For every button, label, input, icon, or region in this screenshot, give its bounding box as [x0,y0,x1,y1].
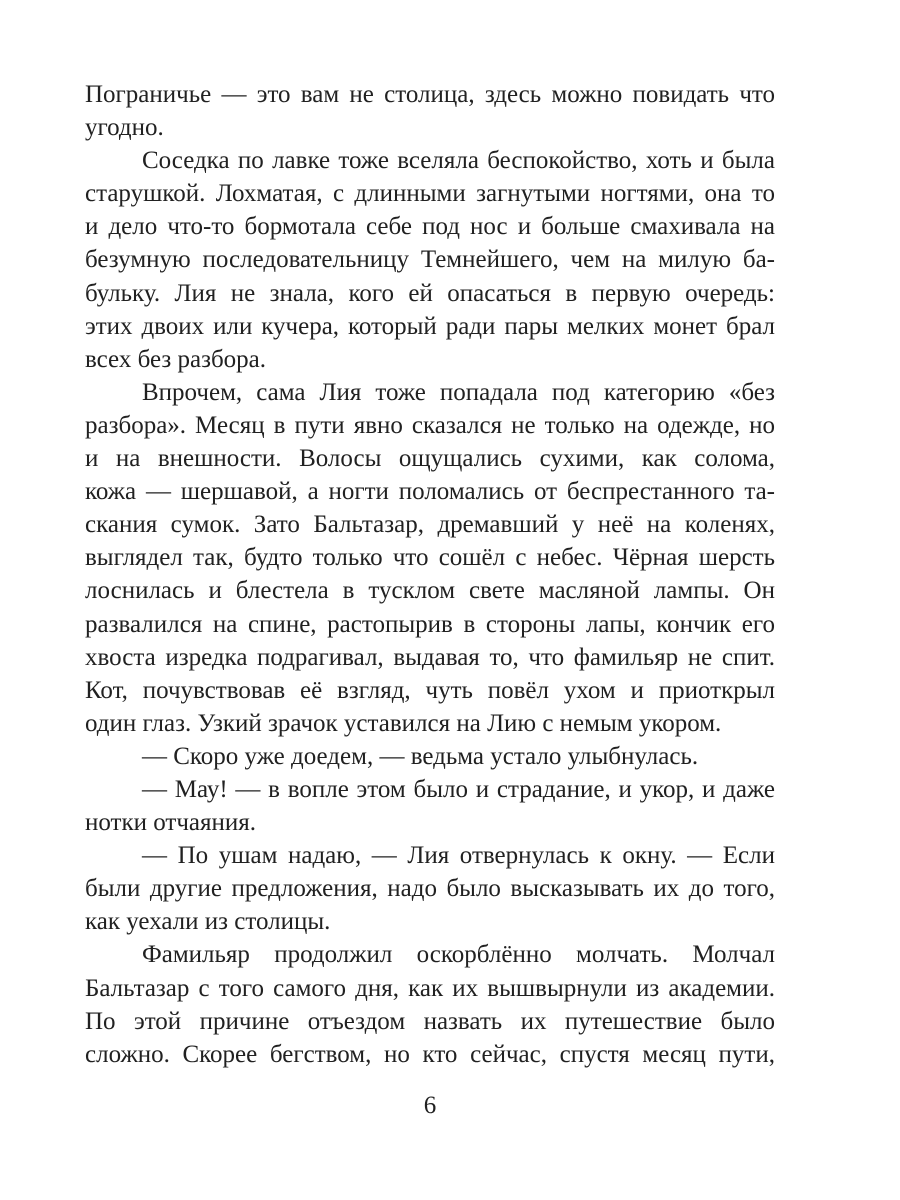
text-line: старушкой. Лохматая, с длинными загнутыми ногтями, она то [85,180,775,208]
paragraph [85,839,775,938]
text-line: — По ушам надаю, — Лия отвернулась к окну. — Если [142,842,775,870]
text-line: Фамильяр продолжил оскорблённо молчать. Молчал [142,941,775,969]
text-line: и на внешности. Волосы ощущались сухими, как солома, [85,445,775,473]
paragraph [85,78,775,144]
text-line: Впрочем, сама Лия тоже попадала под категорию «без [142,378,775,406]
text-line: Пограничье — это вам не столица, здесь можно повидать что [85,81,775,108]
text-line: Соседка по лавке тоже вселяла беспокойство, хоть и была [142,147,775,175]
text-line: Бальтазар с того самого дня, как их вышвырнули из академии. [85,974,775,1002]
text-line: этих двоих или кучера, который ради пары мелких монет брал [85,312,775,340]
text-line: всех без разбора. [85,345,267,373]
text-line: были другие предложения, надо было высказывать их до того, [85,875,775,903]
text-line: бульку. Лия не знала, кого ей опасаться в первую очередь: [85,279,775,307]
text-line: сложно. Скорее бегством, но кто сейчас, спустя месяц пути, [85,1040,775,1068]
text-line: и дело что-то бормотала себе под нос и больше смахивала на [85,213,775,241]
text-line: кожа — шершавой, а ногти поломались от беспрестанного та- [85,478,775,506]
text-line: угодно. [85,114,164,142]
text-line: Кот, почувствовав её взгляд, чуть повёл ухом и приоткрыл [85,676,775,704]
text-line: скания сумок. Зато Бальтазар, дремавший у неё на коленях, [85,511,775,539]
text-line: — Скоро уже доедем, — ведьма устало улыбнулась. [142,742,699,770]
text-line: развалился на спине, растопырив в стороны лапы, кончик его [85,610,775,638]
page-footer [85,1089,775,1122]
text-line: По этой причине отъездом назвать их путешествие было [85,1007,775,1035]
text-line: как уехали из столицы. [85,908,331,936]
page-text-block [85,78,775,1071]
page-number: 6 [423,1091,437,1119]
text-line: разбора». Месяц в пути явно сказался не только на одежде, но [85,411,775,439]
text-line: лоснилась и блестела в тусклом свете масляной лампы. Он [85,577,775,605]
text-line: один глаз. Узкий зрачок уставился на Лию с немым укором. [85,709,722,737]
paragraph [85,376,775,740]
paragraph [85,144,775,376]
text-line: — Мау! — в вопле этом было и страдание, и укор, и даже [142,775,775,803]
text-line: безумную последовательницу Темнейшего, чем на милую ба- [85,246,775,274]
text-line: хвоста изредка подрагивал, выдавая то, что фамильяр не спит. [85,643,775,671]
text-line: выглядел так, будто только что сошёл с небес. Чёрная шерсть [85,544,775,572]
text-line: нотки отчаяния. [85,809,257,837]
paragraph [85,938,775,1070]
paragraph [85,740,775,773]
paragraph [85,773,775,839]
